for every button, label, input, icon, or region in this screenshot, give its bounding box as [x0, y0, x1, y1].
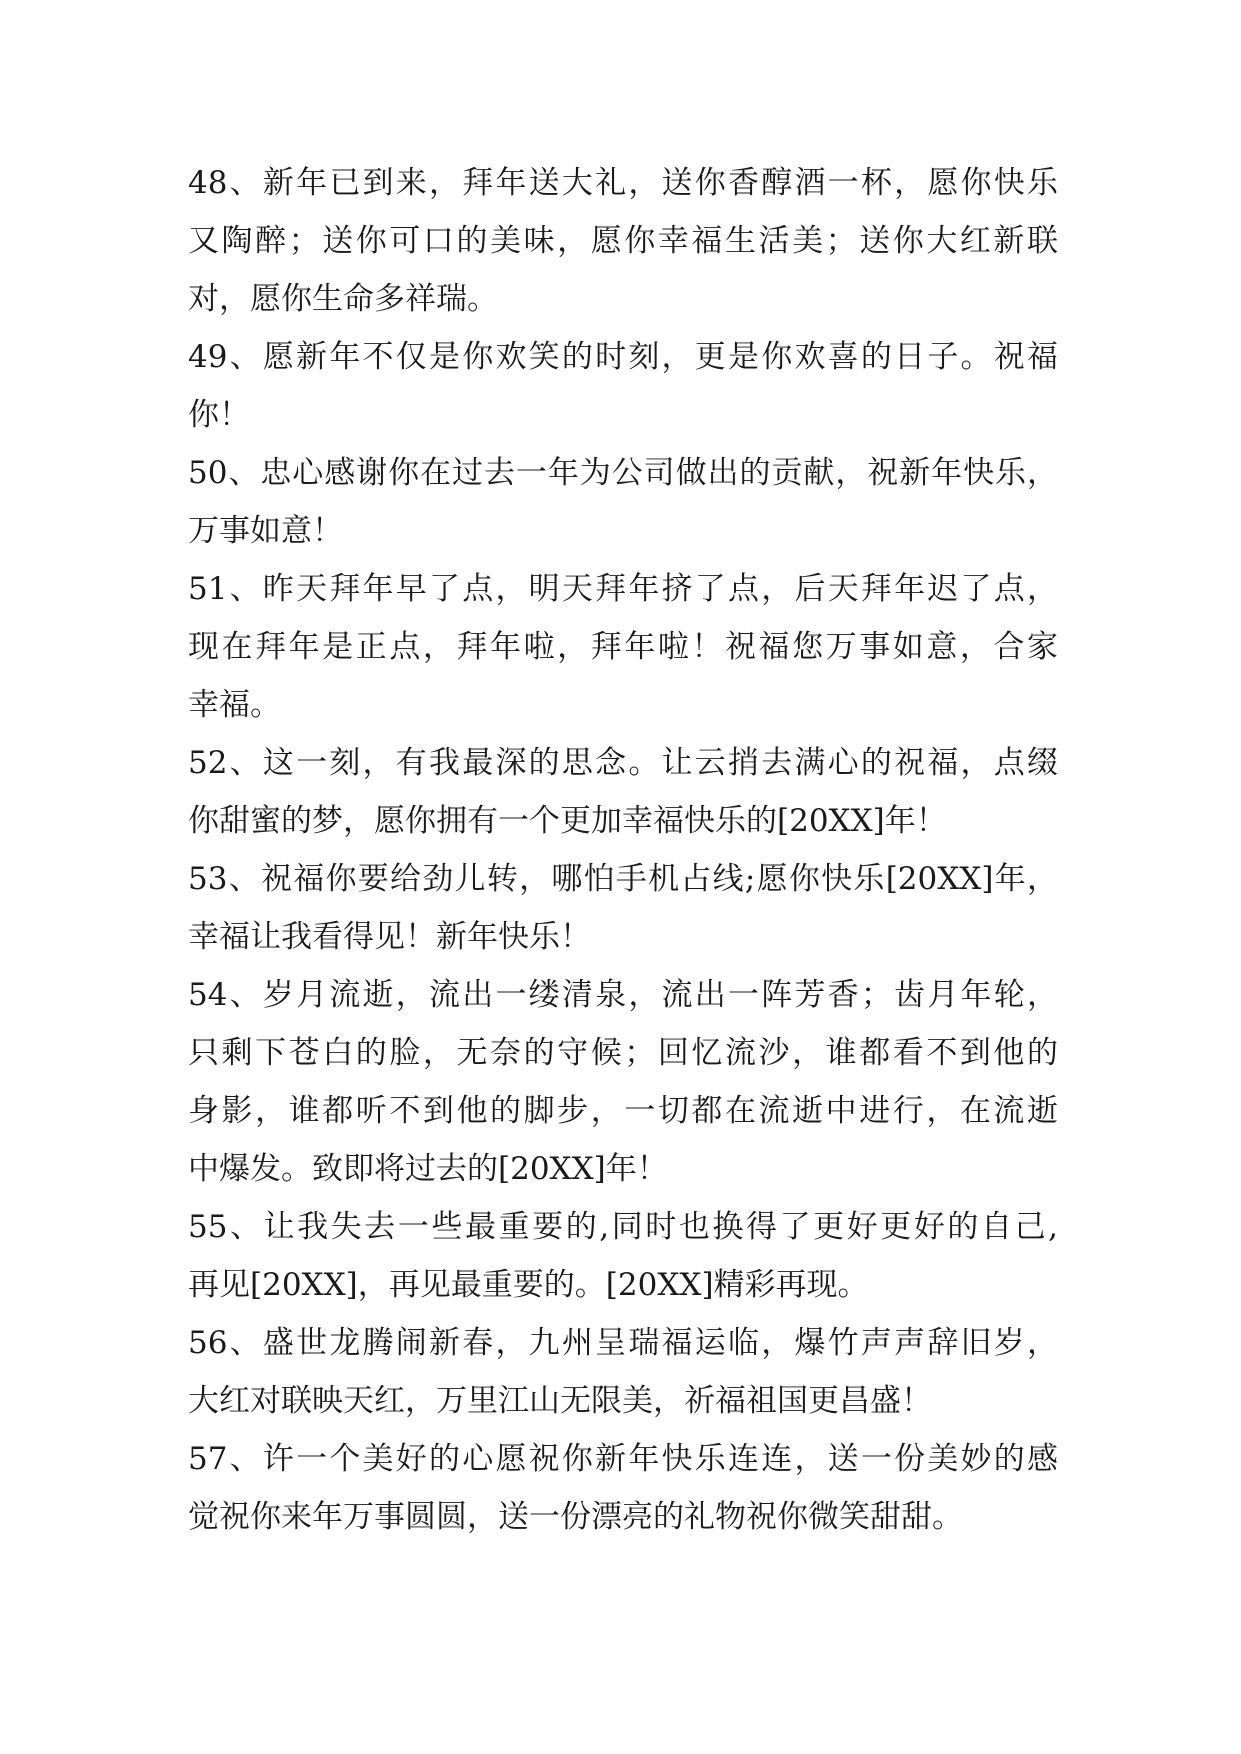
text-line: 再见[20XX]，再见最重要的。[20XX]精彩再现。	[188, 1267, 869, 1303]
text-line: 现在拜年是正点，拜年啦，拜年啦！祝福您万事如意，合家	[188, 629, 1058, 665]
text-line: 大红对联映天红，万里江山无限美，祈福祖国更昌盛！	[188, 1383, 932, 1419]
paragraph-49	[188, 328, 1058, 444]
text-line: 53、祝福你要给劲儿转，哪怕手机占线;愿你快乐[20XX]年，	[188, 861, 1058, 897]
paragraph-51	[188, 560, 1058, 734]
text-line: 觉祝你来年万事圆圆，送一份漂亮的礼物祝你微笑甜甜。	[188, 1499, 963, 1535]
text-line: 对，愿你生命多祥瑞。	[188, 281, 498, 317]
text-line: 中爆发。致即将过去的[20XX]年！	[188, 1151, 668, 1187]
text-line: 57、许一个美好的心愿祝你新年快乐连连，送一份美妙的感	[188, 1441, 1058, 1477]
text-line: 50、忠心感谢你在过去一年为公司做出的贡献，祝新年快乐，	[188, 455, 1058, 491]
paragraph-55	[188, 1198, 1058, 1314]
paragraph-53	[188, 850, 1058, 966]
document-body	[188, 154, 1058, 1546]
text-line: 49、愿新年不仅是你欢笑的时刻，更是你欢喜的日子。祝福	[188, 339, 1058, 375]
text-line: 51、昨天拜年早了点，明天拜年挤了点，后天拜年迟了点，	[188, 571, 1058, 607]
paragraph-52	[188, 734, 1058, 850]
text-line: 56、盛世龙腾闹新春，九州呈瑞福运临，爆竹声声辞旧岁，	[188, 1325, 1058, 1361]
paragraph-50	[188, 444, 1058, 560]
text-line: 又陶醉；送你可口的美味，愿你幸福生活美；送你大红新联	[188, 223, 1058, 259]
text-line: 幸福。	[188, 687, 281, 723]
text-line: 幸福让我看得见！新年快乐！	[188, 919, 591, 955]
text-line: 55、让我失去一些最重要的,同时也换得了更好更好的自己,	[188, 1209, 1058, 1245]
paragraph-56	[188, 1314, 1058, 1430]
paragraph-54	[188, 966, 1058, 1198]
text-line: 只剩下苍白的脸，无奈的守候；回忆流沙，谁都看不到他的	[188, 1035, 1058, 1071]
paragraph-48	[188, 154, 1058, 328]
text-line: 你甜蜜的梦，愿你拥有一个更加幸福快乐的[20XX]年！	[188, 803, 947, 839]
text-line: 52、这一刻，有我最深的思念。让云捎去满心的祝福，点缀	[188, 745, 1058, 781]
text-line: 你！	[188, 397, 250, 433]
text-line: 54、岁月流逝，流出一缕清泉，流出一阵芳香；齿月年轮，	[188, 977, 1058, 1013]
text-line: 48、新年已到来，拜年送大礼，送你香醇酒一杯，愿你快乐	[188, 165, 1058, 201]
text-line: 万事如意！	[188, 513, 343, 549]
paragraph-57	[188, 1430, 1058, 1546]
text-line: 身影，谁都听不到他的脚步，一切都在流逝中进行，在流逝	[188, 1093, 1058, 1129]
